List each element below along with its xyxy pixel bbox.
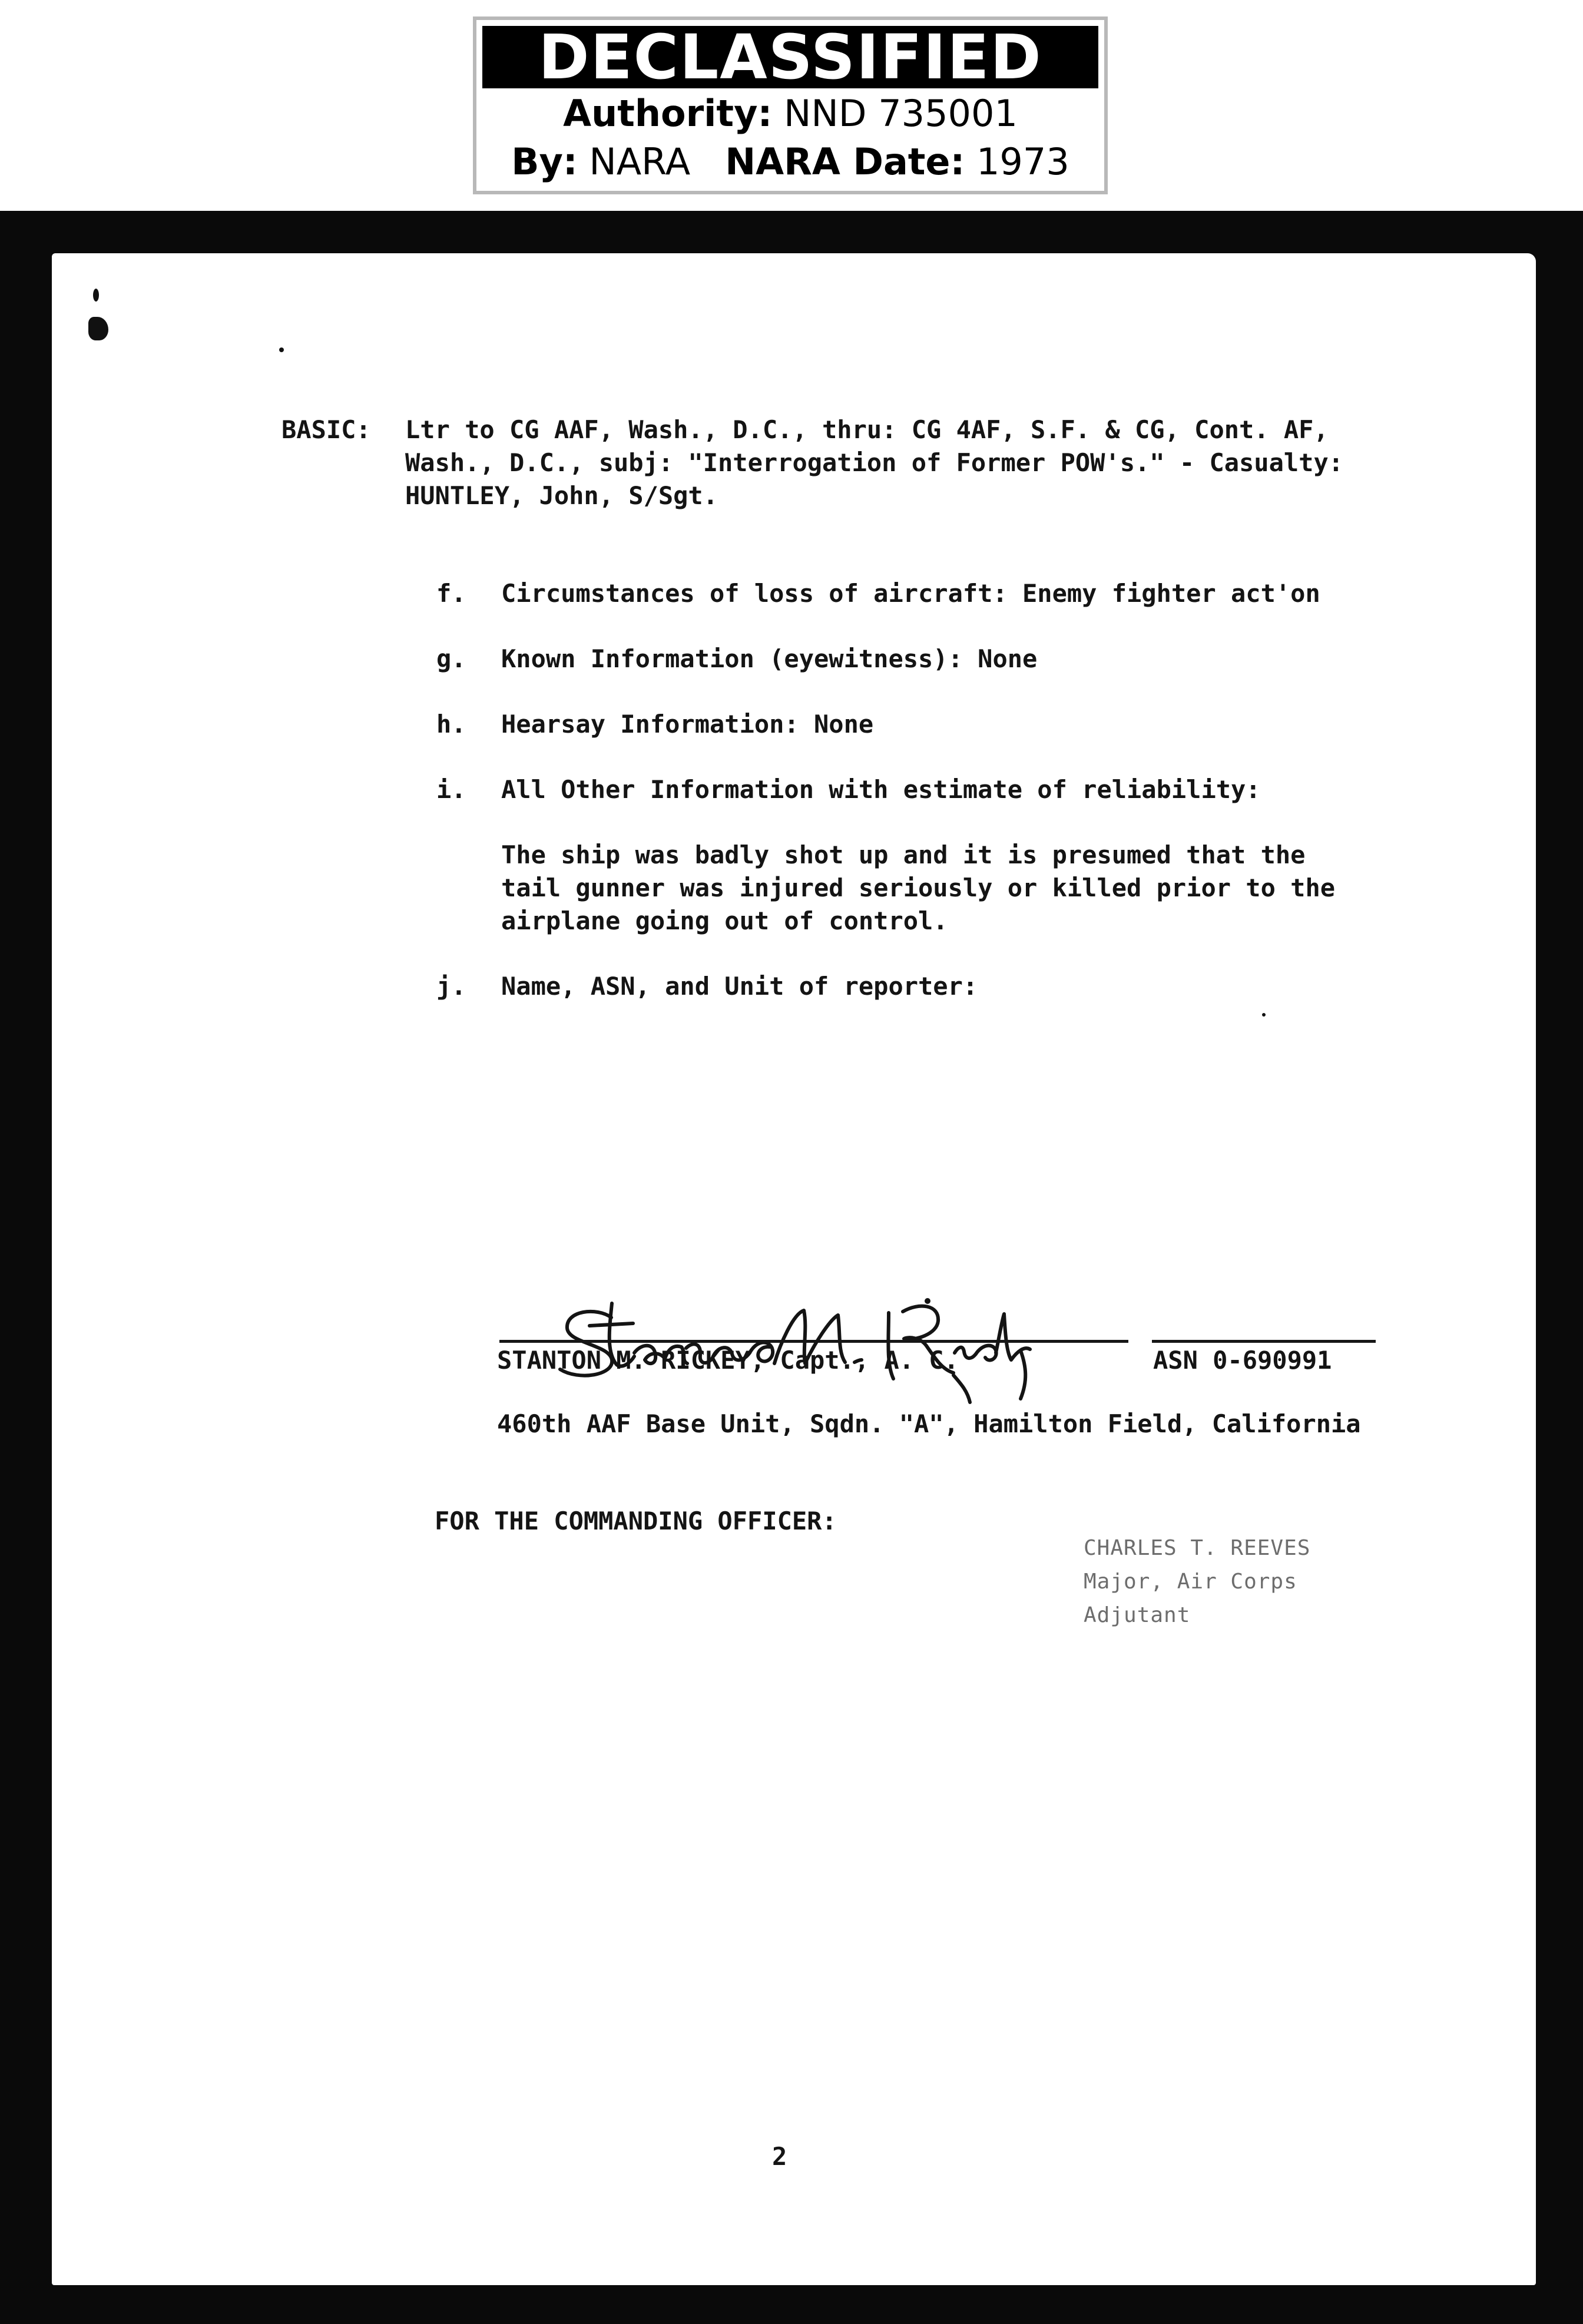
- item-j-text: Name, ASN, and Unit of reporter:: [501, 972, 978, 1001]
- page-number: 2: [772, 2142, 787, 2171]
- authority-line: [476, 92, 1104, 135]
- item-f-text: Circumstances of loss of aircraft: Enemy fighter act'on: [501, 579, 1320, 608]
- basic-label: BASIC:: [282, 415, 371, 444]
- authority-label: Authority:: [563, 92, 773, 135]
- narrative-line-3: airplane going out of control.: [501, 906, 948, 935]
- item-f-letter: f.: [436, 579, 466, 608]
- item-j-letter: j.: [436, 972, 466, 1001]
- basic-line-2: Wash., D.C., subj: "Interrogation of Former POW's." - Casualty:: [405, 448, 1344, 477]
- item-g-text: Known Information (eyewitness): None: [501, 644, 1038, 673]
- nara-date-label: NARA Date:: [725, 140, 965, 183]
- reporter-unit: 460th AAF Base Unit, Sqdn. "A", Hamilton Field, California: [497, 1409, 1361, 1438]
- basic-line-1: Ltr to CG AAF, Wash., D.C., thru: CG 4AF, S.F. & CG, Cont. AF,: [405, 415, 1329, 444]
- item-g-letter: g.: [436, 644, 466, 673]
- adjutant-title: Adjutant: [1084, 1603, 1191, 1627]
- asn-rule: [1152, 1340, 1376, 1343]
- declassification-stamp: [473, 16, 1108, 194]
- narrative-line-2: tail gunner was injured seriously or killed prior to the: [501, 873, 1336, 902]
- for-commanding-officer: FOR THE COMMANDING OFFICER:: [435, 1507, 837, 1535]
- scanned-page-frame: [0, 211, 1583, 2324]
- reporter-name: STANTON M. RICKEY, Capt., A. C.: [497, 1346, 959, 1375]
- item-i-letter: i.: [436, 775, 466, 804]
- item-i-text: All Other Information with estimate of reliability:: [501, 775, 1261, 804]
- scan-speck: [93, 289, 99, 302]
- adjutant-rank: Major, Air Corps: [1084, 1570, 1297, 1594]
- item-h-text: Hearsay Information: None: [501, 710, 874, 739]
- scan-speck: [1262, 1013, 1266, 1017]
- item-h-letter: h.: [436, 710, 466, 739]
- narrative-line-1: The ship was badly shot up and it is presumed that the: [501, 840, 1306, 869]
- nara-date-value: 1973: [976, 140, 1069, 183]
- scan-speck: [279, 347, 284, 352]
- adjutant-name: CHARLES T. REEVES: [1084, 1536, 1311, 1560]
- declassified-banner: DECLASSIFIED: [482, 26, 1098, 88]
- reporter-asn: ASN 0-690991: [1153, 1346, 1332, 1375]
- basic-line-3: HUNTLEY, John, S/Sgt.: [405, 481, 718, 510]
- by-date-line: [476, 140, 1104, 183]
- signature-rule: [499, 1340, 1128, 1343]
- by-value: NARA: [589, 140, 691, 183]
- authority-value: NND 735001: [784, 92, 1018, 135]
- signature-dot: [925, 1298, 930, 1304]
- scan-speck: [88, 317, 108, 340]
- document-page: [52, 253, 1536, 2285]
- by-label: By:: [511, 140, 578, 183]
